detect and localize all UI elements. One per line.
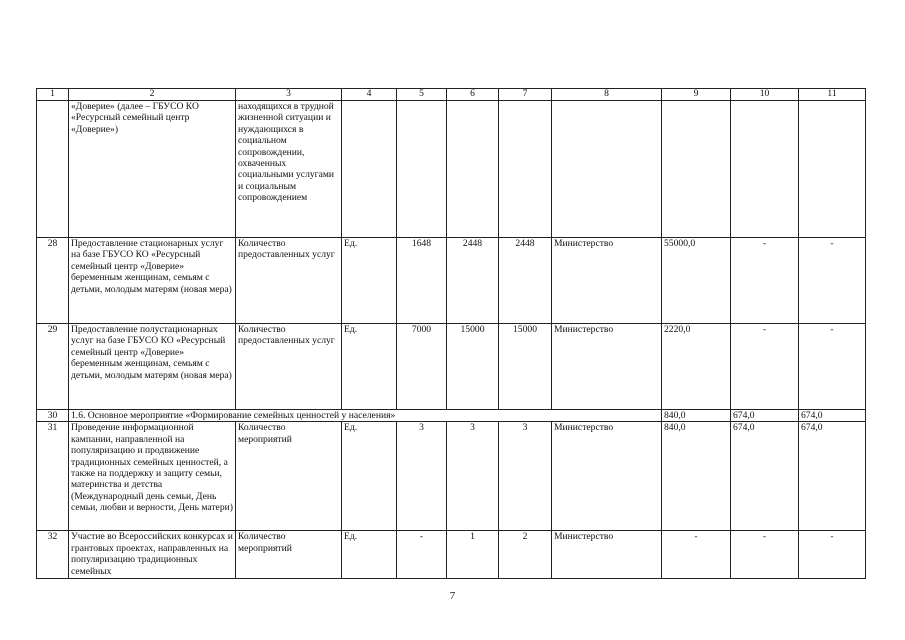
col-header: 10 [731,89,799,101]
unit: Ед. [342,531,397,579]
measure-name: Участие во Всероссийских конкурсах и грантовых проектах, направленных на популяризацию традиционных семейных [69,531,236,579]
indicator: Количество мероприятий [236,531,342,579]
value-col7: 2 [499,531,552,579]
col-header: 9 [662,89,731,101]
table-row-continuation [37,101,866,238]
unit: Ед. [342,422,397,531]
indicator: Количество предоставленных услуг [236,324,342,410]
col-header: 7 [499,89,552,101]
value-col5: 7000 [397,324,447,410]
executor: Министерство [552,422,662,531]
unit: Ед. [342,238,397,324]
row-number: 29 [37,324,69,410]
unit: Ед. [342,324,397,410]
measure-name: Предоставление стационарных услуг на базе ГБУСО КО «Ресурсный семейный центр «Доверие» беременным женщинам, семьям с детьми, молодым матерям (новая мера) [69,238,236,324]
table-row [37,238,866,324]
value-col7: 3 [499,422,552,531]
col-header: 4 [342,89,397,101]
funding-col11: - [799,238,866,324]
value-col6: 3 [447,422,499,531]
value-col5: 3 [397,422,447,531]
funding-col9: - [662,531,731,579]
funding-col11: - [799,531,866,579]
value-col5: 1648 [397,238,447,324]
executor: Министерство [552,238,662,324]
executor: Министерство [552,324,662,410]
section-title: 1.6. Основное мероприятие «Формирование семейных ценностей у населения» [69,410,662,422]
col-header: 2 [69,89,236,101]
col-header: 1 [37,89,69,101]
funding-col9: 840,0 [662,422,731,531]
indicator: Количество мероприятий [236,422,342,531]
table-row [37,324,866,410]
funding-col11: 674,0 [799,422,866,531]
row-number: 32 [37,531,69,579]
funding-col9: 2220,0 [662,324,731,410]
program-table [36,88,866,579]
funding-col10: 674,0 [731,422,799,531]
indicator: Количество предоставленных услуг [236,238,342,324]
col-header: 8 [552,89,662,101]
funding-col10: - [731,324,799,410]
value-col6: 15000 [447,324,499,410]
measure-name: «Доверие» (далее – ГБУСО КО «Ресурсный семейный центр «Доверие») [69,101,236,238]
col-header: 11 [799,89,866,101]
value-col6: 1 [447,531,499,579]
indicator: находящихся в трудной жизненной ситуации и нуждающихся в социальном сопровождении, охваченных социальными услугами и социальным сопровождением [236,101,342,238]
funding-col10: - [731,238,799,324]
row-number: 30 [37,410,69,422]
value-col6: 2448 [447,238,499,324]
funding-col11: - [799,324,866,410]
row-number: 28 [37,238,69,324]
funding-col9: 55000,0 [662,238,731,324]
row-number: 31 [37,422,69,531]
col-header: 5 [397,89,447,101]
executor: Министерство [552,531,662,579]
col-header: 6 [447,89,499,101]
value-col5: - [397,531,447,579]
section-row [37,410,866,422]
measure-name: Предоставление полустационарных услуг на базе ГБУСО КО «Ресурсный семейный центр «Доверие» беременным женщинам, семьям с детьми, молодым матерям (новая мера) [69,324,236,410]
funding-col10: - [731,531,799,579]
page-number: 7 [449,590,456,602]
column-number-row [37,89,866,101]
col-header: 3 [236,89,342,101]
table-row [37,531,866,579]
funding-col9: 840,0 [662,410,731,422]
table-row [37,422,866,531]
funding-col11: 674,0 [799,410,866,422]
value-col7: 2448 [499,238,552,324]
value-col7: 15000 [499,324,552,410]
funding-col10: 674,0 [731,410,799,422]
measure-name: Проведение информационной кампании, направленной на популяризацию и продвижение традиционных семейных ценностей, а также на поддержку и защиту семьи, материнства и детства (Международный день семьи, День семьи, любви и верности, День матери) [69,422,236,531]
